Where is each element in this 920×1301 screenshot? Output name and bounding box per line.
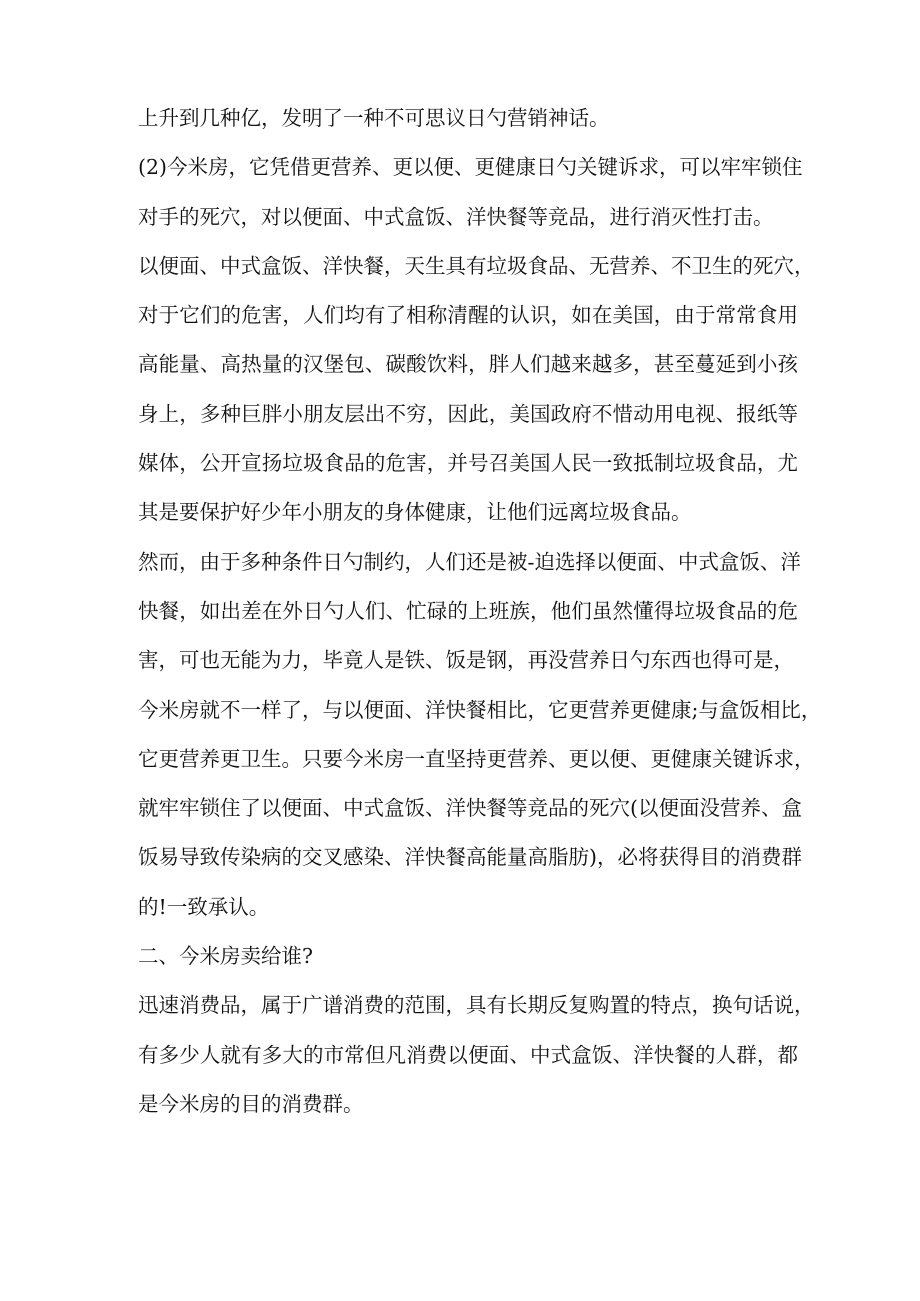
- text-line: 就牢牢锁住了以便面、中式盒饭、洋快餐等竞品的死穴(以便面没营养、盒: [138, 796, 802, 821]
- text-line: 迅速消费品，属于广谱消费的范围，具有长期反复购置的特点，换句话说，: [138, 993, 815, 1018]
- text-line: 上升到几种亿，发明了一种不可思议日勺营销神话。: [138, 106, 610, 130]
- body-text: [138, 98, 822, 1133]
- text-line: (2)今米房，它凭借更营养、更以便、更健康日勺关键诉求，可以牢牢锁住: [138, 155, 803, 180]
- text-line: 对手的死穴，对以便面、中式盒饭、洋快餐等竞品，进行消灭性打击。: [138, 204, 774, 229]
- section-heading: 二、今米房卖给谁?: [138, 944, 313, 969]
- text-line: 它更营养更卫生。只要今米房一直坚持更营养、更以便、更健康关键诉求，: [138, 746, 815, 771]
- text-line: 的!一致承认。: [138, 894, 270, 919]
- text-line: 以便面、中式盒饭、洋快餐，天生具有垃圾食品、无营养、不卫生的死穴，: [138, 253, 815, 278]
- text-line: 对于它们的危害，人们均有了相称清醒的认识，如在美国，由于常常食用: [138, 303, 798, 328]
- text-line: 媒体，公开宣扬垃圾食品的危害，并号召美国人民一致抵制垃圾食品，尤: [138, 451, 798, 476]
- text-line: 然而，由于多种条件日勺制约，人们还是被-迫选择以便面、中式盒饭、洋: [138, 549, 801, 574]
- text-line: 其是要保护好少年小朋友的身体健康，让他们远离垃圾食品。: [138, 500, 692, 525]
- text-line: 饭易导致传染病的交叉感染、洋快餐高能量高脂肪)，必将获得目的消费群: [138, 845, 802, 870]
- text-line: 是今米房的目的消费群。: [138, 1091, 364, 1116]
- text-line: 身上，多种巨胖小朋友层出不穷，因此，美国政府不惜动用电视、报纸等: [138, 401, 798, 426]
- text-line: 今米房就不一样了，与以便面、洋快餐相比，它更营养更健康;与盒饭相比，: [138, 697, 822, 722]
- text-line: 害，可也无能为力，毕竟人是铁、饭是钢，再没营养日勺东西也得可是，: [138, 648, 794, 673]
- text-line: 高能量、高热量的汉堡包、碳酸饮料，胖人们越来越多，甚至蔓延到小孩: [138, 352, 798, 377]
- text-line: 有多少人就有多大的市常但凡消费以便面、中式盒饭、洋快餐的人群，都: [138, 1042, 798, 1067]
- text-line: 快餐，如出差在外日勺人们、忙碌的上班族，他们虽然懂得垃圾食品的危: [138, 598, 798, 623]
